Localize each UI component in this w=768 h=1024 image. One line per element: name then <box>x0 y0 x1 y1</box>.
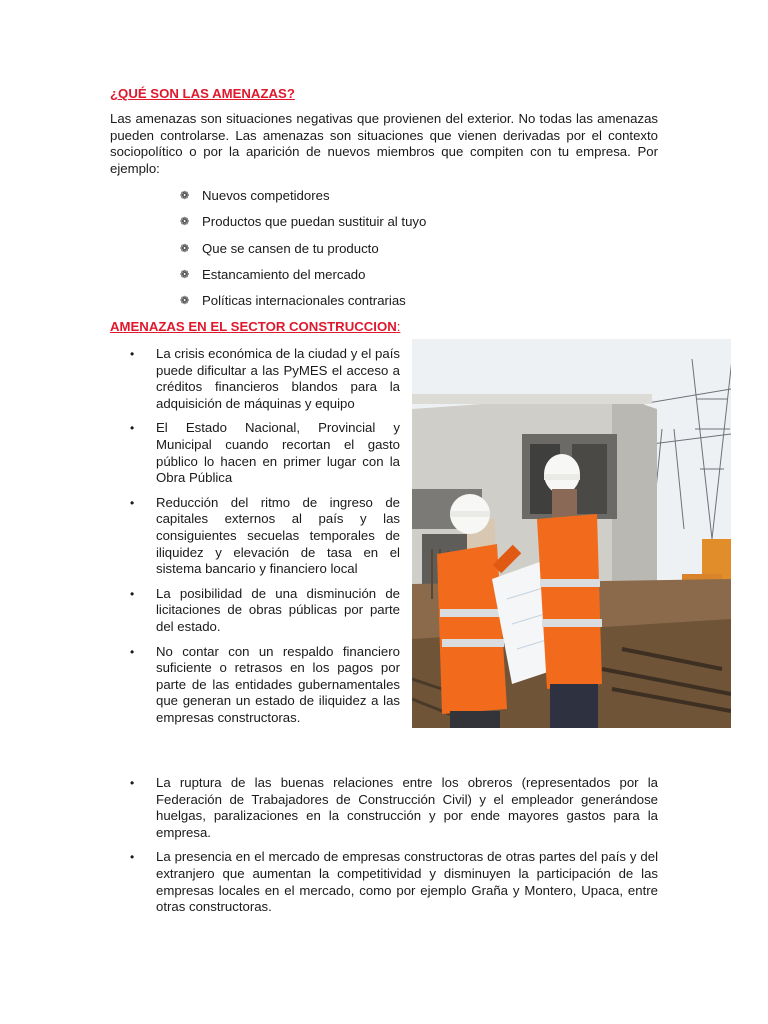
list-item: ❁ Que se cansen de tu producto <box>180 240 379 256</box>
bullet-dot: • <box>130 776 135 790</box>
construction-workers-photo <box>412 339 731 728</box>
gear-bullet-icon: ❁ <box>180 190 190 202</box>
list-item: • La crisis económica de la ciudad y el país puede dificultar a las PyMES el acceso a créditos financieros blandos para la adquisición de máquinas y equipo <box>130 346 400 411</box>
list-item: • El Estado Nacional, Provincial y Municipal cuando recortan el gasto público lo hacen en primer lugar con la Obra Pública <box>130 420 400 486</box>
gear-bullet-icon: ❁ <box>180 295 190 308</box>
list-item: ❁ Productos que puedan sustituir al tuyo <box>180 214 427 230</box>
bullet-dot: • <box>130 586 135 601</box>
examples-list <box>180 187 426 318</box>
gear-bullet-icon: ❁ <box>180 242 190 255</box>
gear-bullet-icon: ❁ <box>180 268 190 281</box>
bullet-dot: • <box>130 421 135 436</box>
threats-list-narrow <box>130 346 400 726</box>
bullet-dot: • <box>130 850 135 865</box>
list-item: ❁ Estancamiento del mercado <box>180 266 366 282</box>
section-title-amenazas: ¿QUÉ SON LAS AMENAZAS? <box>110 86 295 101</box>
list-item: • La ruptura de las buenas relaciones entre los obreros (representados por la Federación de Trabajadores de Construcción Civil) y el empleador generándose huelgas, paralizaciones en la construcción y por ende mayores gastos para la empresa. <box>130 775 658 840</box>
list-item: • La posibilidad de una disminución de licitaciones de obras públicas por parte del estado. <box>130 585 400 634</box>
intro-paragraph: Las amenazas son situaciones negativas que provienen del exterior. No todas las amenazas pueden controlarse. Las amenazas son situaciones que vienen derivadas por el contexto sociopolítico o por la aparición de nuevos miembros que compiten con tu empresa. Por ejemplo: <box>110 111 658 176</box>
bullet-dot: • <box>130 495 135 510</box>
list-item: • No contar con un respaldo financiero suficiente o retrasos en los pagos por parte de las entidades gubernamentales que generan un estado de iliquidez a las empresas constructoras. <box>130 643 400 725</box>
list-item: • Reducción del ritmo de ingreso de capitales externos al país y las consiguientes secuelas temporales de iliquidez y elevación de tasa en el sistema bancario y financiero local <box>130 494 400 577</box>
threats-list-wide <box>130 775 658 916</box>
list-item: • La presencia en el mercado de empresas constructoras de otras partes del país y del extranjero que aumentan la competitividad y disminuyen la participación de las empresas locales en el mercado, como por ejemplo Graña y Montero, Upaca, entre otras constructoras. <box>130 849 658 915</box>
list-item: ❁ Políticas internacionales contrarias <box>180 293 406 309</box>
bullet-dot: • <box>130 347 135 361</box>
list-item: ❁ Nuevos competidores <box>180 188 330 203</box>
bullet-dot: • <box>130 644 135 659</box>
section-title-construccion: AMENAZAS EN EL SECTOR CONSTRUCCION: <box>110 319 401 334</box>
gear-bullet-icon: ❁ <box>180 216 190 229</box>
